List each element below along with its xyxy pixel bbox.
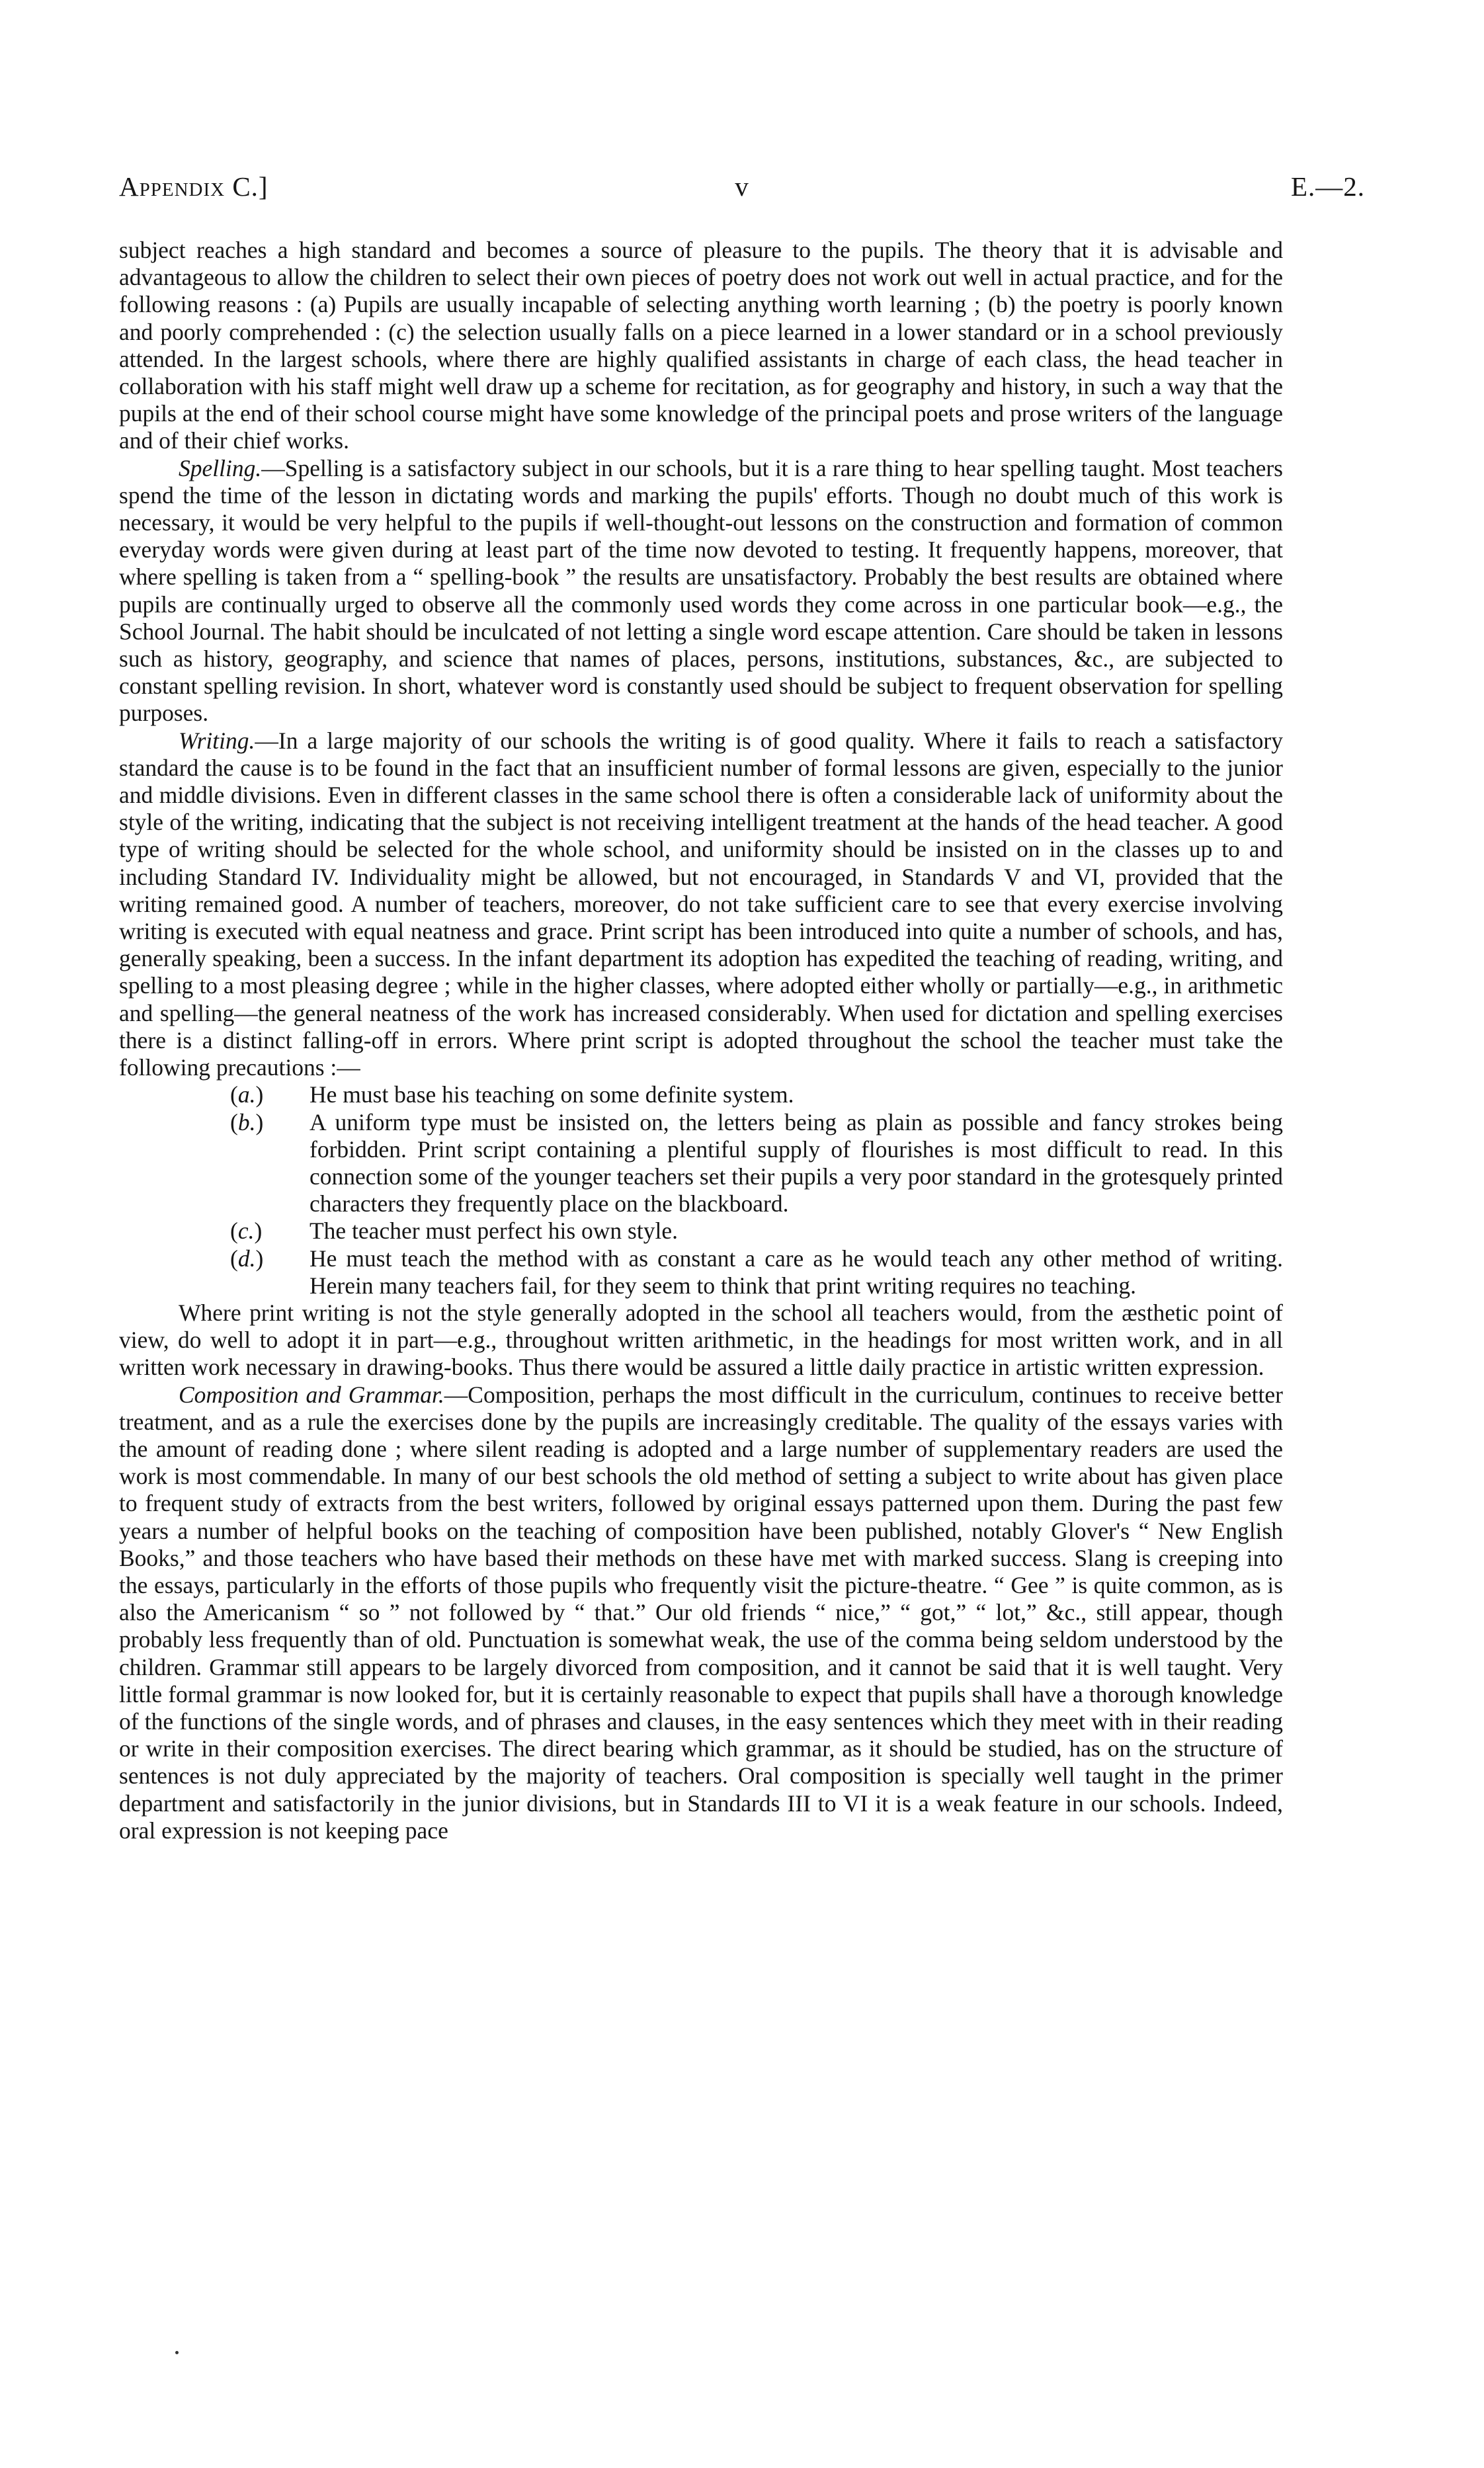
list-item: [230, 1217, 1283, 1245]
paragraph-poetry-continued: subject reaches a high standard and becomes a source of pleasure to the pupils. The theory that it is advisable and advantageous to allow the children to select their own pieces of poetry does not work out well in actual practice, and for the following reasons : (a) Pupils are usually incapable of selecting anything worth learning ; (b) the poetry is poorly known and poorly comprehended : (c) the selection usually falls on a piece learned in a lower standard or in a school previously attended. In the largest schools, where there are highly qualified assistants in charge of each class, the head teacher in collaboration with his staff might well draw up a scheme for recitation, as for geography and history, in such a way that the pupils at the end of their school course might have some knowledge of the principal poets and prose writers of the language and of their chief works.: [119, 237, 1283, 454]
writing-heading: Writing.: [179, 727, 255, 754]
list-item-marker: (d.): [230, 1245, 264, 1272]
paragraph-spelling: [119, 455, 1283, 727]
list-item-text: He must teach the method with as constant a care as he would teach any other method of writing. Herein many teachers fail, for they seem to think that print writing requires no teaching.: [309, 1245, 1283, 1299]
list-item: [230, 1245, 1283, 1299]
composition-body: —Composition, perhaps the most difficult in the curriculum, continues to receive better treatment, and as a rule the exercises done by the pupils are increasingly creditable. The quality of the essays varies with the amount of reading done ; where silent reading is adopted and a large number of supplementary readers are used the work is most commendable. In many of our best schools the old method of setting a subject to write about has given place to frequent study of extracts from the best writers, followed by original essays patterned upon them. During the past few years a number of helpful books on the teaching of composition have been published, notably Glover's “ New English Books,” and those teachers who have based their methods on these have met with marked success. Slang is creeping into the essays, particularly in the efforts of those pupils who frequently visit the picture-theatre. “ Gee ” is quite common, as is also the Americanism “ so ” not followed by “ that.” Our old friends “ nice,” “ got,” “ lot,” &c., still appear, though probably less frequently than of old. Punctuation is somewhat weak, the use of the comma being seldom understood by the children. Grammar still appears to be largely divorced from composition, and it cannot be said that it is well taught. Very little formal grammar is now looked for, but it is certainly reasonable to expect that pupils shall have a thorough knowledge of the functions of the single words, and of phrases and clauses, in the easy sentences which they meet with in their reading or write in their composition exercises. The direct bearing which grammar, as it should be studied, has on the structure of sentences is not duly appreciated by the majority of teachers. Oral composition is specially well taught in the primer department and satisfactorily in the junior divisions, but in Standards III to VI it is a weak feature in our schools. Indeed, oral expression is not keeping pace: [119, 1381, 1283, 1844]
page-header: [119, 171, 1365, 210]
list-item-text: The teacher must perfect his own style.: [309, 1217, 678, 1245]
header-appendix-label: Appendix C.]: [119, 171, 268, 202]
spelling-body: —Spelling is a satisfactory subject in our schools, but it is a rare thing to hear spelling taught. Most teachers spend the time of the lesson in dictating words and marking the pupils' efforts. Though no doubt much of this work is necessary, it would be very helpful to the pupils if well-thought-out lessons on the construction and formation of common everyday words were given during at least part of the time now devoted to testing. It frequently happens, moreover, that where spelling is taken from a “ spelling-book ” the results are unsatisfactory. Probably the best results are obtained where pupils are continually urged to observe all the commonly used words they come across in one particular book—e.g., the School Journal. The habit should be inculcated of not letting a single word escape attention. Care should be taken in lessons such as history, geography, and science that names of places, persons, institutions, substances, &c., are subjected to constant spelling revision. In short, whatever word is constantly used should be subject to frequent observation for spelling purposes.: [119, 454, 1283, 727]
list-item: [230, 1109, 1283, 1218]
composition-heading: Composition and Grammar.: [179, 1381, 444, 1408]
list-item-text: He must base his teaching on some definite system.: [309, 1081, 794, 1108]
writing-body: —In a large majority of our schools the writing is of good quality. Where it fails to reach a satisfactory standard the cause is to be found in the fact that an insufficient number of formal lessons are given, especially to the junior and middle divisions. Even in different classes in the same school there is often a considerable lack of uniformity about the style of the writing, indicating that the subject is not receiving intelligent treatment at the hands of the head teacher. A good type of writing should be selected for the whole school, and uniformity should be insisted on in the classes up to and including Standard IV. Individuality might be allowed, but not encouraged, in Standards V and VI, provided that the writing remained good. A number of teachers, moreover, do not take sufficient care to see that every exercise involving writing is executed with equal neatness and grace. Print script has been introduced into quite a number of schools, and has, generally speaking, been a success. In the infant department its adoption has expedited the teaching of reading, writing, and spelling to a most pleasing degree ; while in the higher classes, where adopted either wholly or partially—e.g., in arithmetic and spelling—the general neatness of the work has increased considerably. When used for dictation and spelling exercises there is a distinct falling-off in errors. Where print script is adopted throughout the school the teacher must take the following precautions :—: [119, 727, 1283, 1081]
list-item-text: A uniform type must be insisted on, the letters being as plain as possible and fancy strokes being forbidden. Print script containing a plentiful supply of flourishes is most difficult to read. In this connection some of the younger teachers set their pupils a very poor standard in the grotesquely printed characters they frequently place on the blackboard.: [309, 1108, 1283, 1217]
precautions-list: [230, 1081, 1283, 1299]
list-item-marker: (c.): [230, 1217, 263, 1245]
paragraph-composition: [119, 1381, 1283, 1844]
list-item-marker: (b.): [230, 1108, 264, 1135]
header-document-code: E.—2.: [1290, 171, 1365, 202]
list-item-marker: (a.): [230, 1081, 264, 1108]
list-item: [230, 1081, 1283, 1108]
spelling-heading: Spelling.: [179, 454, 262, 481]
stray-ink-dot: [175, 2351, 179, 2354]
header-page-number: v: [735, 171, 749, 202]
paragraph-writing: [119, 727, 1283, 1082]
paragraph-print-writing: Where print writing is not the style generally adopted in the school all teachers would, from the æsthetic point of view, do well to adopt it in part—e.g., throughout written arithmetic, in the headings for most written work, and in all written work necessary in drawing-books. Thus there would be assured a little daily practice in artistic written expression.: [119, 1299, 1283, 1381]
body-text: [119, 237, 1283, 1844]
